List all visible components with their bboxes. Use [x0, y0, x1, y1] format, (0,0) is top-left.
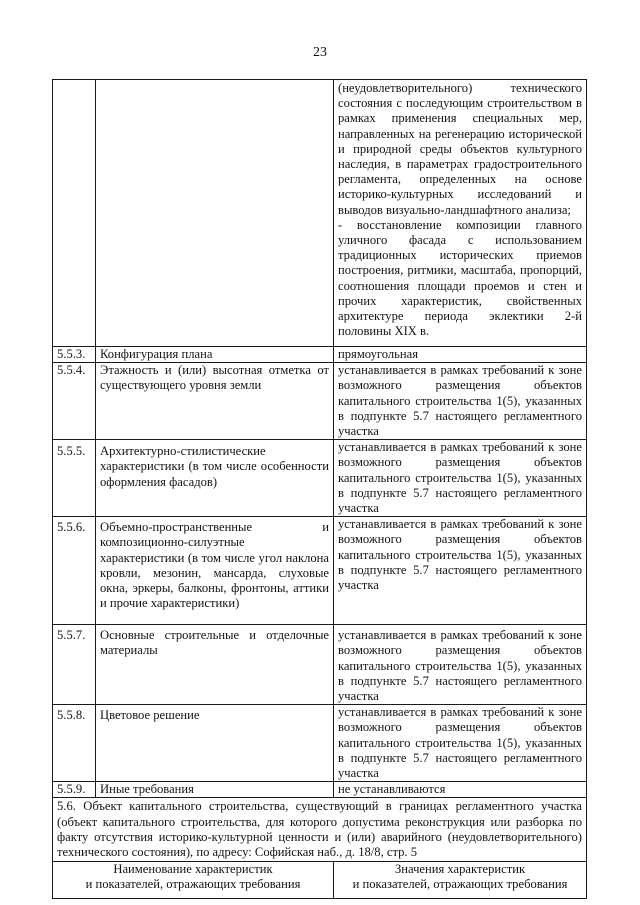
- row-value: не устанавливаются: [334, 782, 587, 798]
- row-name: Объемно-пространственные и композиционно-силуэтные характеристики (в том числе угол наклона кровли, мезонин, мансарда, слуховые окна, эркеры, балконы, фронтоны, аттики и прочие характеристики): [96, 517, 334, 625]
- row-number: 5.5.9.: [53, 782, 96, 798]
- cell-value: (неудовлетворительного) технического состояния с последующим строительством в рамках применения специальных мер, направленных на регенерацию исторической и природной среды объектов культурного наследия, в параметрах градостроительного регламента, определенных на основе историко-культурных исследований и выводов визуально-ландшафтного анализа; - восстановление композиции главного уличного фасада с использованием традиционных исторических приемов построения, ритмики, масштаба, пропорций, соотношения площади проемов и стен и прочих характеристик, свойственных архитектуре периода эклектики 2-й половины XIX в.: [334, 80, 587, 347]
- table-row: [53, 782, 587, 798]
- table-row: [53, 625, 587, 705]
- row-number: 5.5.4.: [53, 363, 96, 440]
- table-row: [53, 705, 587, 782]
- row-value: устанавливается в рамках требований к зоне возможного размещения объектов капитального строительства 1(5), указанных в подпункте 5.7 настоящего регламентного участка: [334, 705, 587, 782]
- table-row: [53, 440, 587, 517]
- row-number: 5.5.3.: [53, 347, 96, 363]
- section-heading-row: [53, 798, 587, 862]
- cell-num: [53, 80, 96, 347]
- page-number: 23: [313, 45, 327, 60]
- row-value: устанавливается в рамках требований к зоне возможного размещения объектов капитального строительства 1(5), указанных в подпункте 5.7 настоящего регламентного участка: [334, 517, 587, 625]
- row-number: 5.5.8.: [53, 705, 96, 782]
- section-5-6-heading: 5.6. Объект капитального строительства, существующий в границах регламентного участка (объект капитального строительства, для которого допустима реконструкция или разборка по факту отсутствия историко-культурной ценности и (или) аварийного (неудовлетворительного) технического состояния), по адресу: Софийская наб., д. 18/8, стр. 5: [53, 798, 587, 862]
- table-row: [53, 363, 587, 440]
- header-row: [53, 862, 587, 899]
- table-row: [53, 517, 587, 625]
- cell-name: [96, 80, 334, 347]
- row-value: прямоугольная: [334, 347, 587, 363]
- row-number: 5.5.6.: [53, 517, 96, 625]
- row-value: устанавливается в рамках требований к зоне возможного размещения объектов капитального строительства 1(5), указанных в подпункте 5.7 настоящего регламентного участка: [334, 440, 587, 517]
- row-name: Конфигурация плана: [96, 347, 334, 363]
- header-name-column: Наименование характеристик и показателей, отражающих требования: [53, 862, 334, 899]
- table-row-continuation: [53, 80, 587, 347]
- header-value-column: Значения характеристик и показателей, отражающих требования: [334, 862, 587, 899]
- row-name: Этажность и (или) высотная отметка от существующего уровня земли: [96, 363, 334, 440]
- table-row: [53, 347, 587, 363]
- row-value: устанавливается в рамках требований к зоне возможного размещения объектов капитального строительства 1(5), указанных в подпункте 5.7 настоящего регламентного участка: [334, 363, 587, 440]
- row-number: 5.5.7.: [53, 625, 96, 705]
- regulation-table: [52, 79, 587, 899]
- row-name: Иные требования: [96, 782, 334, 798]
- row-name: Цветовое решение: [96, 705, 334, 782]
- row-number: 5.5.5.: [53, 440, 96, 517]
- row-value: устанавливается в рамках требований к зоне возможного размещения объектов капитального строительства 1(5), указанных в подпункте 5.7 настоящего регламентного участка: [334, 625, 587, 705]
- row-name: Архитектурно-стилистические характеристики (в том числе особенности оформления фасадов): [96, 440, 334, 517]
- row-name: Основные строительные и отделочные материалы: [96, 625, 334, 705]
